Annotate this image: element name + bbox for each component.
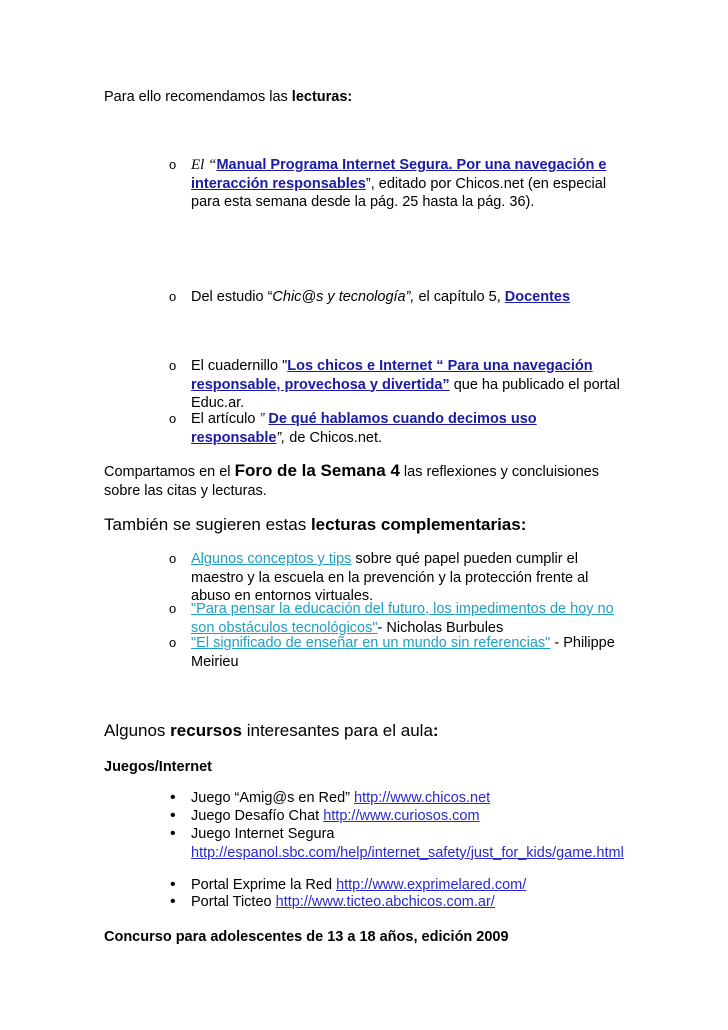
list-bullet: o: [169, 635, 177, 650]
list-bullet: •: [170, 807, 176, 824]
reading-item-manual: [191, 156, 631, 212]
item-suffix: - Nicholas Burbules: [377, 619, 504, 636]
forum-link-text: Foro de la Semana 4: [234, 461, 400, 480]
games-heading: [104, 758, 212, 777]
manual-link[interactable]: Manual Programa Internet Segura. Por una navegación e interacción responsables: [191, 157, 607, 192]
reading-item-estudio: [191, 288, 631, 307]
list-bullet: o: [169, 358, 177, 373]
game-url-link[interactable]: http://espanol.sbc.com/help/internet_safety/just_for_kids/game.html: [191, 844, 624, 861]
list-bullet: •: [170, 789, 176, 806]
complementary-heading: [104, 515, 526, 534]
forum-paragraph: [104, 461, 634, 501]
list-bullet: •: [170, 893, 176, 910]
game-url-link[interactable]: http://www.chicos.net: [354, 790, 491, 806]
meirieu-link[interactable]: "El significado de enseñar en un mundo sin referencias": [191, 635, 551, 651]
game-label: Portal Ticteo: [191, 894, 276, 910]
item-suffix: de Chicos.net.: [285, 429, 383, 446]
item-middle: el capítulo 5,: [414, 289, 505, 305]
articulo-link[interactable]: De qué hablamos cuando decimos uso responsable: [191, 411, 537, 446]
quote-open: ”: [259, 411, 269, 427]
list-bullet: o: [169, 411, 177, 426]
game-item: [191, 876, 631, 895]
game-item: [191, 893, 631, 912]
list-bullet: o: [169, 601, 177, 616]
item-suffix: sobre qué papel pueden cumplir el maestro y la escuela en la prevención y la protección frente al abuso en entornos virtuales.: [191, 551, 589, 604]
intro-bold: lecturas:: [291, 89, 353, 105]
complementary-item-conceptos: [191, 550, 631, 606]
game-item: [191, 807, 631, 826]
game-label: Juego Internet Segura: [191, 826, 335, 842]
item-suffix: ”, editado por Chicos.net (en especial para esta semana desde la pág. 25 hasta la pág. 36).: [191, 175, 607, 210]
game-item: [191, 825, 631, 862]
game-url-link[interactable]: http://www.ticteo.abchicos.com.ar/: [275, 894, 495, 910]
conceptos-link[interactable]: Algunos conceptos y tips: [191, 551, 352, 567]
list-bullet: o: [169, 289, 177, 304]
game-item: [191, 789, 631, 808]
burbules-link[interactable]: "Para pensar la educación del futuro, los impedimentos de hoy no son obstáculos tecnológicos": [191, 601, 614, 636]
list-bullet: •: [170, 876, 176, 893]
item-prefix: El artículo: [191, 411, 260, 427]
list-bullet: o: [169, 157, 177, 172]
study-title: Chic@s y tecnología”,: [272, 289, 415, 305]
heading-text: También se sugieren estas: [104, 515, 311, 534]
game-label: Juego “Amig@s en Red”: [191, 790, 355, 806]
complementary-item-burbules: [191, 600, 631, 637]
complementary-item-meirieu: [191, 634, 631, 671]
item-prefix: El “: [191, 157, 217, 173]
docentes-link[interactable]: Docentes: [504, 289, 571, 305]
resources-heading: [104, 721, 439, 740]
game-url-link[interactable]: http://www.curiosos.com: [323, 808, 480, 824]
forum-text: Compartamos en el: [104, 464, 235, 480]
reading-item-cuadernillo: [191, 357, 631, 413]
game-label: Juego Desafío Chat: [191, 808, 324, 824]
item-suffix: - Philippe Meirieu: [191, 635, 615, 670]
intro-text: Para ello recomendamos las: [104, 89, 292, 105]
cuadernillo-link[interactable]: Los chicos e Internet “ Para una navegación responsable, provechosa y divertida”: [191, 358, 593, 393]
item-prefix: Del estudio “: [191, 289, 273, 305]
reading-item-articulo: [191, 410, 631, 447]
item-prefix: El cuadernillo ": [191, 358, 288, 374]
contest-heading: [104, 928, 509, 947]
resources-bold: recursos: [170, 721, 242, 740]
game-label: Portal Exprime la Red: [191, 877, 337, 893]
resources-text-end: interesantes para el aula: [242, 721, 433, 740]
intro-paragraph: [104, 88, 352, 107]
heading-bold: lecturas complementarias:: [310, 515, 527, 534]
quote-close: ”,: [276, 429, 286, 446]
games-heading-text: Juegos/Internet: [104, 759, 212, 775]
forum-text-end: las reflexiones y concluisiones sobre las citas y lecturas.: [104, 464, 599, 499]
resources-text: Algunos: [104, 721, 171, 740]
item-suffix: que ha publicado el portal Educ.ar.: [191, 376, 620, 411]
list-bullet: o: [169, 551, 177, 566]
game-url-link[interactable]: http://www.exprimelared.com/: [336, 877, 527, 893]
resources-colon: :: [432, 721, 439, 740]
contest-heading-text: Concurso para adolescentes de 13 a 18 años, edición 2009: [104, 929, 509, 945]
list-bullet: •: [170, 825, 176, 842]
